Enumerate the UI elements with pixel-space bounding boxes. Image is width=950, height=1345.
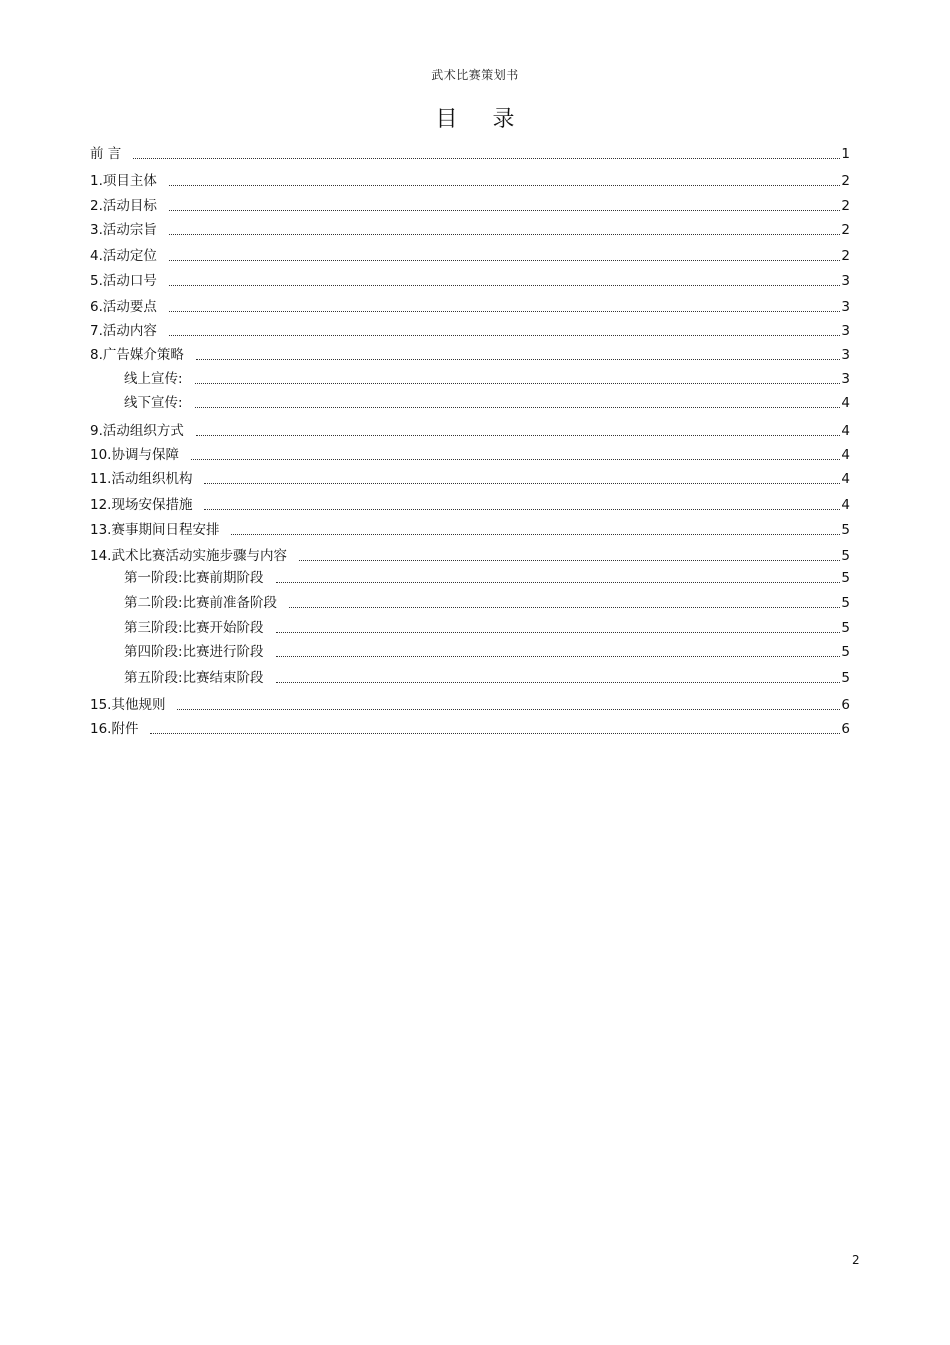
toc-entry-9[interactable]	[90, 421, 850, 441]
toc-entry-label: 1.项目主体	[90, 173, 157, 189]
toc-entry-label: 11.活动组织机构	[90, 471, 193, 487]
toc-leader-dots	[299, 560, 840, 561]
toc-leader-dots	[169, 260, 841, 261]
toc-entry-page: 5	[841, 620, 850, 636]
toc-entry-page: 3	[841, 299, 850, 315]
toc-entry-page: 5	[841, 570, 850, 586]
toc-title: 目 录	[435, 107, 529, 132]
toc-entry-label: 10.协调与保障	[90, 447, 179, 463]
toc-entry-16[interactable]	[90, 719, 850, 739]
toc-entry-page: 2	[841, 222, 850, 238]
toc-entry-label: 12.现场安保措施	[90, 497, 193, 513]
toc-entry-page: 5	[841, 644, 850, 660]
toc-leader-dots	[289, 607, 840, 608]
toc-entry-page: 2	[841, 173, 850, 189]
toc-leader-dots	[276, 582, 841, 583]
toc-leader-dots	[204, 483, 840, 484]
toc-leader-dots	[276, 632, 841, 633]
toc-entry-label: 4.活动定位	[90, 248, 157, 264]
toc-entry-page: 4	[841, 395, 850, 411]
toc-entry-label: 15.其他规则	[90, 697, 166, 713]
toc-entry-page: 5	[841, 522, 850, 538]
toc-entry-5[interactable]	[90, 271, 850, 291]
toc-entry-page: 3	[841, 323, 850, 339]
toc-entry-label: 2.活动目标	[90, 198, 157, 214]
toc-leader-dots	[133, 158, 840, 159]
toc-entry-page: 4	[841, 447, 850, 463]
toc-entry-label: 6.活动要点	[90, 299, 157, 315]
toc-entry-13[interactable]	[90, 520, 850, 540]
toc-entry-label: 第四阶段:比赛进行阶段	[124, 644, 264, 660]
toc-leader-dots	[196, 435, 841, 436]
toc-leader-dots	[195, 383, 841, 384]
toc-entry-page: 3	[841, 273, 850, 289]
toc-entry-6[interactable]	[90, 297, 850, 317]
toc-subentry-stage-3[interactable]	[124, 618, 850, 638]
toc-entry-page: 4	[841, 497, 850, 513]
toc-entry-14[interactable]	[90, 546, 850, 566]
toc-entry-page: 6	[841, 697, 850, 713]
toc-leader-dots	[204, 509, 840, 510]
toc-entry-page: 5	[841, 595, 850, 611]
toc-leader-dots	[231, 534, 840, 535]
toc-entry-label: 14.武术比赛活动实施步骤与内容	[90, 548, 287, 564]
toc-entry-label: 13.赛事期间日程安排	[90, 522, 220, 538]
toc-entry-label: 第一阶段:比赛前期阶段	[124, 570, 264, 586]
toc-leader-dots	[276, 656, 841, 657]
toc-entry-label: 8.广告媒介策略	[90, 347, 184, 363]
toc-entry-label: 16.附件	[90, 721, 139, 737]
toc-entry-page: 3	[841, 347, 850, 363]
toc-leader-dots	[150, 733, 840, 734]
toc-entry-page: 4	[841, 423, 850, 439]
toc-entry-label: 第三阶段:比赛开始阶段	[124, 620, 264, 636]
toc-entry-1[interactable]	[90, 171, 850, 191]
toc-entry-page: 2	[841, 248, 850, 264]
toc-leader-dots	[169, 185, 841, 186]
toc-leader-dots	[169, 311, 841, 312]
page-number: 2	[852, 1253, 860, 1267]
toc-entry-label: 线下宣传:	[124, 395, 183, 411]
toc-entry-label: 9.活动组织方式	[90, 423, 184, 439]
toc-subentry-online[interactable]	[124, 369, 850, 389]
toc-entry-label: 第五阶段:比赛结束阶段	[124, 670, 264, 686]
toc-leader-dots	[195, 407, 841, 408]
toc-entry-12[interactable]	[90, 495, 850, 515]
toc-entry-15[interactable]	[90, 695, 850, 715]
toc-leader-dots	[276, 682, 841, 683]
toc-leader-dots	[169, 234, 841, 235]
toc-leader-dots	[169, 210, 841, 211]
toc-entry-page: 4	[841, 471, 850, 487]
toc-subentry-stage-4[interactable]	[124, 642, 850, 662]
toc-entry-page: 5	[841, 670, 850, 686]
toc-leader-dots	[191, 459, 840, 460]
toc-entry-3[interactable]	[90, 220, 850, 240]
toc-entry-7[interactable]	[90, 321, 850, 341]
toc-entry-page: 5	[841, 548, 850, 564]
toc-entry-2[interactable]	[90, 196, 850, 216]
toc-leader-dots	[169, 335, 841, 336]
toc-entry-label: 线上宣传:	[124, 371, 183, 387]
toc-subentry-stage-2[interactable]	[124, 593, 850, 613]
toc-entry-page: 1	[841, 146, 850, 162]
toc-entry-11[interactable]	[90, 469, 850, 489]
toc-entry-label: 3.活动宗旨	[90, 222, 157, 238]
toc-subentry-stage-5[interactable]	[124, 668, 850, 688]
toc-entry-4[interactable]	[90, 246, 850, 266]
toc-entry-label: 7.活动内容	[90, 323, 157, 339]
toc-subentry-stage-1[interactable]	[124, 568, 850, 588]
toc-entry-label: 前 言	[90, 146, 122, 162]
toc-entry-page: 2	[841, 198, 850, 214]
toc-entry-page: 3	[841, 371, 850, 387]
running-header: 武术比赛策划书	[431, 68, 519, 82]
toc-leader-dots	[169, 285, 841, 286]
toc-subentry-offline[interactable]	[124, 393, 850, 413]
toc-entry-label: 5.活动口号	[90, 273, 157, 289]
toc-entry-preface[interactable]	[90, 144, 850, 164]
toc-entry-8[interactable]	[90, 345, 850, 365]
toc-entry-page: 6	[841, 721, 850, 737]
toc-leader-dots	[177, 709, 840, 710]
toc-entry-10[interactable]	[90, 445, 850, 465]
toc-entry-label: 第二阶段:比赛前准备阶段	[124, 595, 278, 611]
toc-leader-dots	[196, 359, 841, 360]
